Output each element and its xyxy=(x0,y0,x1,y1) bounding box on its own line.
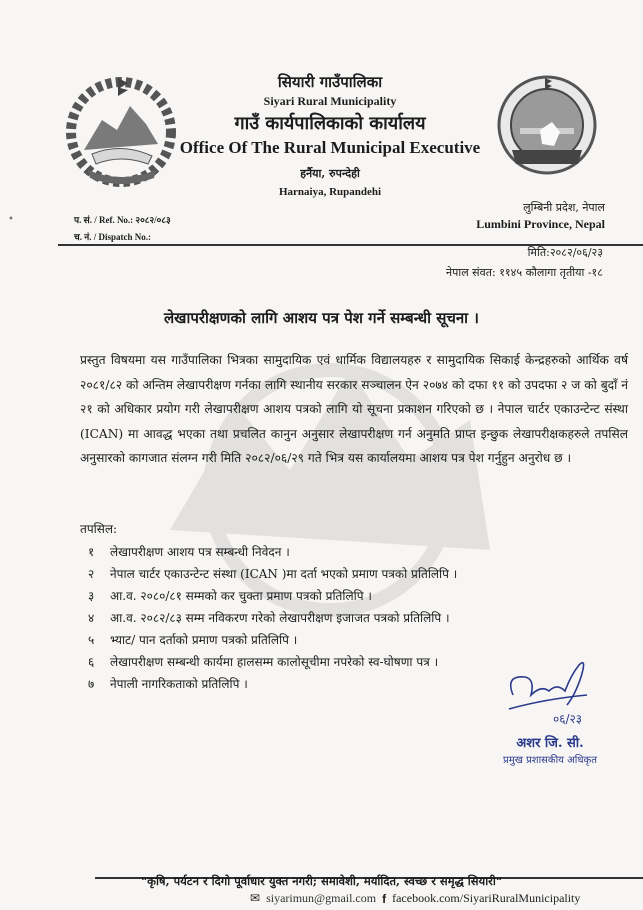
required-documents-list xyxy=(88,541,548,695)
list-number: ४ xyxy=(88,611,95,625)
notice-body: प्रस्तुत विषयमा यस गाउँपालिका भित्रका सामुदायिक एवं धार्मिक विद्यालयहरु र सामुदायिक सिकाई केन्द्रहरुको आर्थिक वर्ष २०८१/८२ को अन्तिम लेखापरीक्षण गर्नका लागि स्थानीय सरकार सञ्चालन ऐन २०७४ को दफा ११ को उपदफा २ ज को बुदाँ नं २१ को अधिकार प्रयोग गरी लेखापरीक्षण आशय पत्रको लागि यो सूचना प्रकाशन गरिएको छ । नेपाल चार्टर एकाउन्टेन्ट संस्था (ICAN) मा आवद्ध भएका तथा प्रचलित कानुन अनुसार लेखापरीक्षण गर्न अनुमति प्राप्त इन्छुक लेखापरीक्षकहरुले तपसिल अनुसारको कागजात संलग्न गरी मिति २०८२/०६/२९ गते भित्र यस कार्यालयमा आशय पत्र पेश गर्नुहुन अनुरोध छ । xyxy=(80,353,628,466)
list-item xyxy=(88,629,548,651)
municipality-name-nepali: सियारी गाउँपालिका xyxy=(277,73,383,91)
address-nepali: हर्नैया, रुपन्देही xyxy=(300,167,360,180)
office-name-nepali: गाउँ कार्यपालिकाको कार्यालय xyxy=(234,113,426,134)
province-english: Lumbini Province, Nepal xyxy=(476,217,605,231)
footer-motto: "कृषि, पर्यटन र दिगो पूर्वाधार युक्त नगरी; समावेशी, मर्यादित, स्वच्छ र समृद्ध सियारी" xyxy=(141,874,502,888)
list-item xyxy=(88,585,548,607)
footer-email[interactable]: siyarimun@gmail.com xyxy=(266,891,377,905)
list-text: भ्याट/ पान दर्ताको प्रमाण पत्रको प्रतिलिपि । xyxy=(110,633,298,647)
handwritten-signature xyxy=(495,655,605,730)
list-item xyxy=(88,651,548,673)
list-item xyxy=(88,541,548,563)
list-item xyxy=(88,607,548,629)
reference-number: प. सं. / Ref. No.: २०८२/०८३ xyxy=(74,215,171,225)
signatory-name: अशर जि. सी. xyxy=(516,736,584,751)
letter-date: मिति:२०८२/०६/२३ xyxy=(527,246,603,259)
dispatch-number: च. नं. / Dispatch No.: xyxy=(74,232,151,242)
envelope-icon: ✉ xyxy=(250,891,261,905)
list-text: लेखापरीक्षण सम्बन्धी कार्यमा हालसम्म कालोसूचीमा नपरेको स्व-घोषणा पत्र । xyxy=(110,655,439,669)
facebook-icon: f xyxy=(382,891,387,906)
footer-facebook[interactable]: facebook.com/SiyariRuralMunicipality xyxy=(392,891,581,905)
list-number: ३ xyxy=(88,589,95,603)
notice-subject: लेखापरीक्षणको लागि आशय पत्र पेश गर्ने सम्बन्धी सूचना । xyxy=(164,309,479,327)
nepal-sambat-date: नेपाल संवत: ११४५ कौलागा तृतीया -१८ xyxy=(446,266,603,279)
list-number: ६ xyxy=(88,655,95,669)
signature-date: ०६/२३ xyxy=(553,712,583,726)
footer-contact xyxy=(250,891,580,906)
province-nepali: लुम्बिनी प्रदेश, नेपाल xyxy=(523,201,605,214)
list-text: लेखापरीक्षण आशय पत्र सम्बन्धी निवेदन । xyxy=(110,545,290,559)
scan-mark: • xyxy=(8,214,14,225)
list-number: १ xyxy=(88,545,95,559)
list-text: नेपाली नागरिकताको प्रतिलिपि । xyxy=(110,677,248,691)
list-text: नेपाल चार्टर एकाउन्टेन्ट संस्था (ICAN )मा दर्ता भएको प्रमाण पत्रको प्रतिलिपि । xyxy=(110,567,458,581)
address-english: Harnaiya, Rupandehi xyxy=(278,186,382,198)
municipality-name-english: Siyari Rural Municipality xyxy=(263,94,397,108)
list-item xyxy=(88,563,548,585)
list-item xyxy=(88,673,548,695)
list-text: आ.व. २०८०/८१ सम्मको कर चुक्ता प्रमाण पत्रको प्रतिलिपि । xyxy=(110,589,372,603)
list-text: आ.व. २०८२/८३ सम्म नविकरण गरेको लेखापरीक्षण इजाजत पत्रको प्रतिलिपि । xyxy=(110,611,450,625)
details-label: तपसिल: xyxy=(80,522,118,536)
list-number: ७ xyxy=(88,677,95,691)
list-number: ५ xyxy=(88,633,95,647)
list-number: २ xyxy=(88,567,95,581)
office-name-english: Office Of The Rural Municipal Executive xyxy=(179,138,481,157)
signatory-title: प्रमुख प्रशासकीय अधिकृत xyxy=(503,755,597,766)
